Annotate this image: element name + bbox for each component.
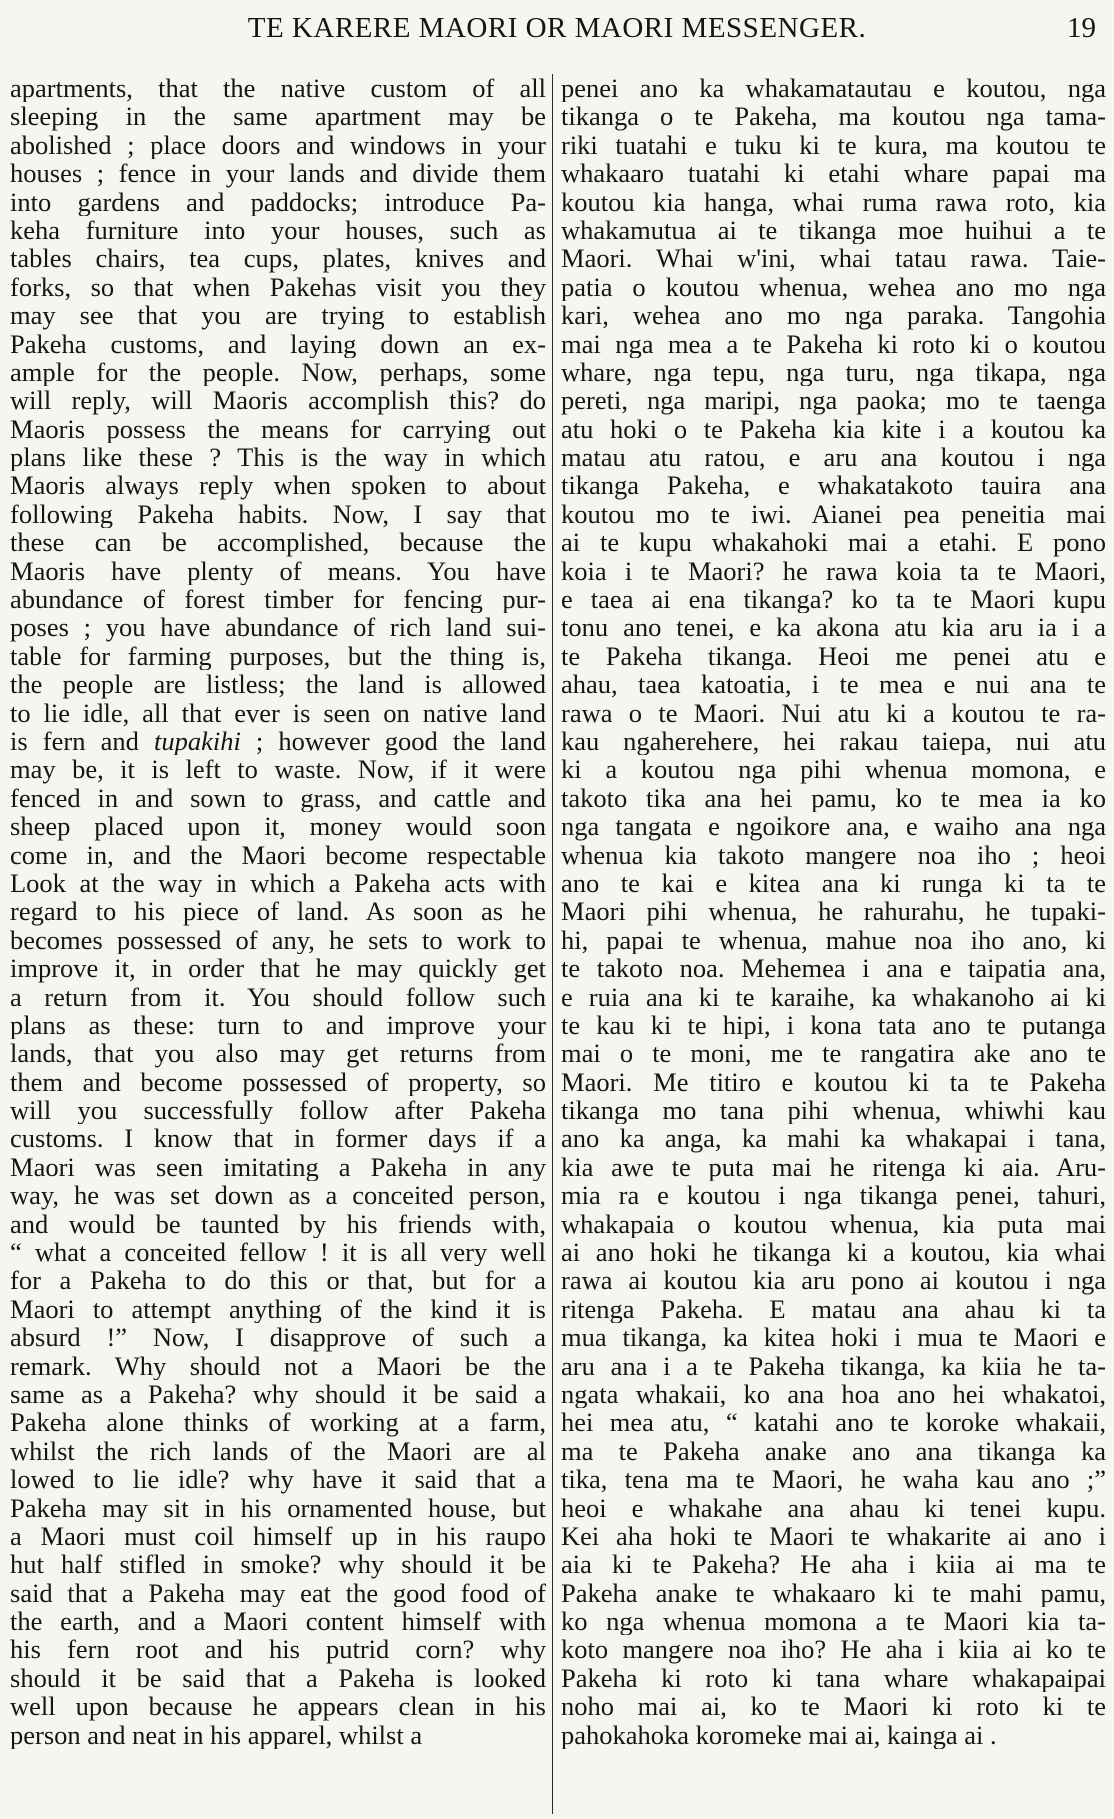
maori-text-line: Maori. Whai w'ini, whai tatau rawa. Taie- (561, 244, 1106, 273)
english-text-line: regard to his piece of land. As soon as he (10, 897, 546, 926)
english-text-line: may see that you are trying to establish (10, 301, 546, 330)
english-text-line: lowed to lie idle? why have it said that a (10, 1465, 546, 1494)
italic-word: tupakihi (153, 726, 241, 756)
english-column (10, 74, 546, 1814)
english-text-line: customs. I know that in former days if a (10, 1124, 546, 1153)
english-text-line: and would be taunted by his friends with, (10, 1209, 546, 1239)
maori-text-line: hei mea atu, “ katahi ano te koroke whakaii, (561, 1408, 1106, 1437)
english-text-line: will you successfully follow after Pakeha (10, 1096, 546, 1125)
maori-text-line: te kau ki te hipi, i kona tata ano te putanga (561, 1010, 1106, 1040)
maori-text-line: pahokahoka koromeke mai ai, kainga ai . (561, 1720, 997, 1750)
maori-text-line: noho mai ai, ko te Maori ki roto ki te (561, 1692, 1106, 1721)
maori-text-line: e taea ai ena tikanga? ko ta te Maori kupu (561, 585, 1106, 614)
english-text-line: “ what a conceited fellow ! it is all very well (10, 1238, 546, 1267)
english-text-line: will reply, will Maoris accomplish this? do (10, 386, 546, 415)
maori-text-line: patia o koutou whenua, wehea ano mo nga (561, 272, 1106, 302)
english-text-line: ample for the people. Now, perhaps, some (10, 357, 546, 387)
english-text-line: person and neat in his apparel, whilst a (10, 1720, 423, 1750)
english-text-line: Pakeha customs, and laying down an ex- (10, 329, 546, 358)
maori-text-line: nga tangata e ngoikore ana, e waiho ana nga (561, 812, 1106, 841)
maori-text-line: ano te kai e kitea ana ki runga ki ta te (561, 868, 1106, 898)
english-text-line: keha furniture into your houses, such as (10, 215, 546, 245)
english-text-line: Maoris possess the means for carrying out (10, 414, 546, 444)
english-text-line: the earth, and a Maori content himself with (10, 1607, 546, 1636)
maori-text-line: mai o te moni, me te rangatira ake ano te (561, 1039, 1106, 1068)
maori-text-line: heoi e whakahe ana ahau ki tenei kupu. (561, 1493, 1106, 1522)
english-text-line: fenced in and sown to grass, and cattle and (10, 783, 546, 813)
english-text-line: table for farming purposes, but the thing is, (10, 641, 546, 671)
english-text-line: for a Pakeha to do this or that, but for a (10, 1266, 546, 1295)
english-text-line: forks, so that when Pakehas visit you they (10, 272, 546, 302)
english-text-line: plans like these ? This is the way in which (10, 443, 546, 472)
maori-text-line: whakapaia o koutou whenua, kia puta mai (561, 1209, 1106, 1239)
maori-text-line: ai te kupu whakahoki mai a etahi. E pono (561, 528, 1106, 557)
maori-text-line: tika, tena ma te Maori, he waha kau ano ;” (561, 1465, 1106, 1494)
maori-text-line: whare, nga tepu, nga turu, nga tikapa, nga (561, 357, 1106, 387)
running-title: TE KARERE MAORI OR MAORI MESSENGER. (247, 12, 867, 44)
maori-text-line: e ruia ana ki te karaihe, ka whakanoho ai ki (561, 982, 1106, 1011)
english-text-line: to lie idle, all that ever is seen on native land (10, 698, 546, 727)
maori-text-line: penei ano ka whakamatautau e koutou, nga (561, 74, 1106, 103)
maori-text-line: takoto tika ana hei pamu, ko te mea ia ko (561, 783, 1106, 813)
english-text-line: should it be said that a Pakeha is looked (10, 1663, 546, 1693)
maori-text-line: matau atu ratou, e aru ana koutou i nga (561, 443, 1106, 472)
english-text-line: abundance of forest timber for fencing pur- (10, 585, 546, 614)
maori-text-line: ma te Pakeha anake ano ana tikanga ka (561, 1436, 1106, 1466)
english-text-line: a return from it. You should follow such (10, 982, 546, 1011)
english-text-line: lands, that you also may get returns from (10, 1039, 546, 1068)
english-text-line: Maori to attempt anything of the kind it is (10, 1294, 546, 1324)
english-text-line: Pakeha may sit in his ornamented house, but (10, 1493, 546, 1522)
english-text-line: come in, and the Maori become respectable (10, 840, 546, 869)
maori-text-line: te takoto noa. Mehemea i ana e taipatia ana, (561, 954, 1106, 983)
english-text-line: into gardens and paddocks; introduce Pa- (10, 187, 546, 216)
english-text-line: sleeping in the same apartment may be (10, 102, 546, 131)
maori-text-line: kia awe te puta mai he ritenga ki aia. Aru- (561, 1152, 1106, 1182)
maori-text-line: Kei aha hoki te Maori te whakarite ai ano i (561, 1521, 1106, 1551)
maori-text-line: mia ra e koutou i nga tikanga penei, tahuri, (561, 1181, 1106, 1210)
english-text-line: whilst the rich lands of the Maori are al (10, 1436, 546, 1466)
maori-text-line: whakamutua ai te tikanga moe huihui a te (561, 215, 1106, 245)
english-text-line: these can be accomplished, because the (10, 528, 546, 557)
page-header (0, 0, 1114, 58)
maori-text-line: ki a koutou nga pihi whenua momona, e (561, 755, 1106, 784)
english-text-line: the people are listless; the land is allowed (10, 670, 546, 699)
english-text-line: Maoris always reply when spoken to about (10, 471, 546, 500)
maori-text-line: mai nga mea a te Pakeha ki roto ki o koutou (561, 329, 1106, 358)
maori-column (561, 74, 1106, 1814)
maori-text-line: ai ano hoki he tikanga ki a koutou, kia whai (561, 1238, 1106, 1267)
english-text-line: following Pakeha habits. Now, I say that (10, 499, 546, 529)
english-text-line: Look at the way in which a Pakeha acts with (10, 868, 546, 898)
english-text-line: apartments, that the native custom of all (10, 74, 546, 103)
english-text-line: improve it, in order that he may quickly get (10, 954, 546, 983)
maori-text-line: rawa ai koutou kia aru pono ai koutou i nga (561, 1266, 1106, 1295)
english-text-line: same as a Pakeha? why should it be said a (10, 1379, 546, 1409)
english-text-line: abolished ; place doors and windows in your (10, 130, 546, 160)
maori-text-line: tonu ano tenei, e ka akona atu kia aru ia i a (561, 613, 1106, 642)
english-text-line: is fern and tupakihi ; however good the land (10, 726, 546, 756)
maori-text-line: whakaaro tuatahi ki etahi whare papai ma (561, 159, 1106, 188)
column-divider (552, 74, 553, 1814)
english-text-line: Pakeha alone thinks of working at a farm, (10, 1408, 546, 1437)
maori-text-line: koutou mo te iwi. Aianei pea peneitia mai (561, 499, 1106, 529)
maori-text-line: hi, papai te whenua, mahue noa iho ano, ki (561, 925, 1106, 955)
english-text-line: plans as these: turn to and improve your (10, 1010, 546, 1040)
maori-text-line: kari, wehea ano mo nga paraka. Tangohia (561, 301, 1106, 330)
maori-text-line: tikanga Pakeha, e whakatakoto tauira ana (561, 471, 1106, 500)
maori-text-line: ngata whakaii, ko ana hoa ano hei whakatoi, (561, 1379, 1106, 1409)
english-text-line: remark. Why should not a Maori be the (10, 1351, 546, 1380)
maori-text-line: aru ana i a te Pakeha tikanga, ka kiia he ta- (561, 1351, 1106, 1380)
maori-text-line: Maori pihi whenua, he rahurahu, he tupaki- (561, 897, 1106, 926)
maori-text-line: ritenga Pakeha. E matau ana ahau ki ta (561, 1294, 1106, 1324)
english-text-line: said that a Pakeha may eat the good food of (10, 1578, 546, 1608)
maori-text-line: ko nga whenua momona a te Maori kia ta- (561, 1607, 1106, 1636)
maori-text-line: Pakeha anake te whakaaro ki te mahi pamu, (561, 1578, 1106, 1608)
maori-text-line: tikanga mo tana pihi whenua, whiwhi kau (561, 1096, 1106, 1125)
english-text-line: his fern root and his putrid corn? why (10, 1635, 546, 1664)
english-text-line: Maori was seen imitating a Pakeha in any (10, 1152, 546, 1182)
maori-text-line: pereti, nga maripi, nga paoka; mo te taenga (561, 386, 1106, 415)
maori-text-line: koto mangere noa iho? He aha i kiia ai ko te (561, 1635, 1106, 1664)
maori-text-line: aia ki te Pakeha? He aha i kiia ai ma te (561, 1550, 1106, 1579)
maori-text-line: Maori. Me titiro e koutou ki ta te Pakeha (561, 1067, 1106, 1097)
english-text-line: poses ; you have abundance of rich land sui- (10, 613, 546, 642)
english-text-line: becomes possessed of any, he sets to work to (10, 925, 546, 955)
maori-text-line: koutou kia hanga, whai ruma rawa roto, kia (561, 187, 1106, 216)
maori-text-line: atu hoki o te Pakeha kia kite i a koutou ka (561, 414, 1106, 444)
english-text-line: Maoris have plenty of means. You have (10, 556, 546, 586)
maori-text-line: whenua kia takoto mangere noa iho ; heoi (561, 840, 1106, 869)
maori-text-line: te Pakeha tikanga. Heoi me penei atu e (561, 641, 1106, 671)
maori-text-line: Pakeha ki roto ki tana whare whakapaipai (561, 1663, 1106, 1693)
english-text-line: houses ; fence in your lands and divide them (10, 159, 546, 188)
english-text-line: absurd !” Now, I disapprove of such a (10, 1323, 546, 1352)
english-text-line: a Maori must coil himself up in his raupo (10, 1521, 546, 1551)
page-number: 19 (1067, 12, 1096, 44)
maori-text-line: mua tikanga, ka kitea hoki i mua te Maori e (561, 1323, 1106, 1352)
english-text-line: hut half stifled in smoke? why should it be (10, 1550, 546, 1579)
english-text-line: way, he was set down as a conceited person, (10, 1181, 546, 1210)
english-text-line: may be, it is left to waste. Now, if it were (10, 755, 546, 784)
maori-text-line: koia i te Maori? he rawa koia ta te Maori, (561, 556, 1106, 586)
english-text-line: them and become possessed of property, so (10, 1067, 546, 1097)
english-text-line: tables chairs, tea cups, plates, knives and (10, 244, 546, 273)
maori-text-line: ahau, taea katoatia, i te mea e nui ana te (561, 670, 1106, 699)
maori-text-line: rawa o te Maori. Nui atu ki a koutou te ra- (561, 698, 1106, 727)
english-text-line: sheep placed upon it, money would soon (10, 812, 546, 841)
maori-text-line: riki tuatahi e tuku ki te kura, ma koutou te (561, 130, 1106, 160)
english-text-line: well upon because he appears clean in his (10, 1692, 546, 1721)
maori-text-line: ano ka anga, ka mahi ka whakapai i tana, (561, 1124, 1106, 1153)
maori-text-line: tikanga o te Pakeha, ma koutou nga tama- (561, 102, 1106, 131)
maori-text-line: kau ngaherehere, hei rakau taiepa, nui atu (561, 726, 1106, 756)
